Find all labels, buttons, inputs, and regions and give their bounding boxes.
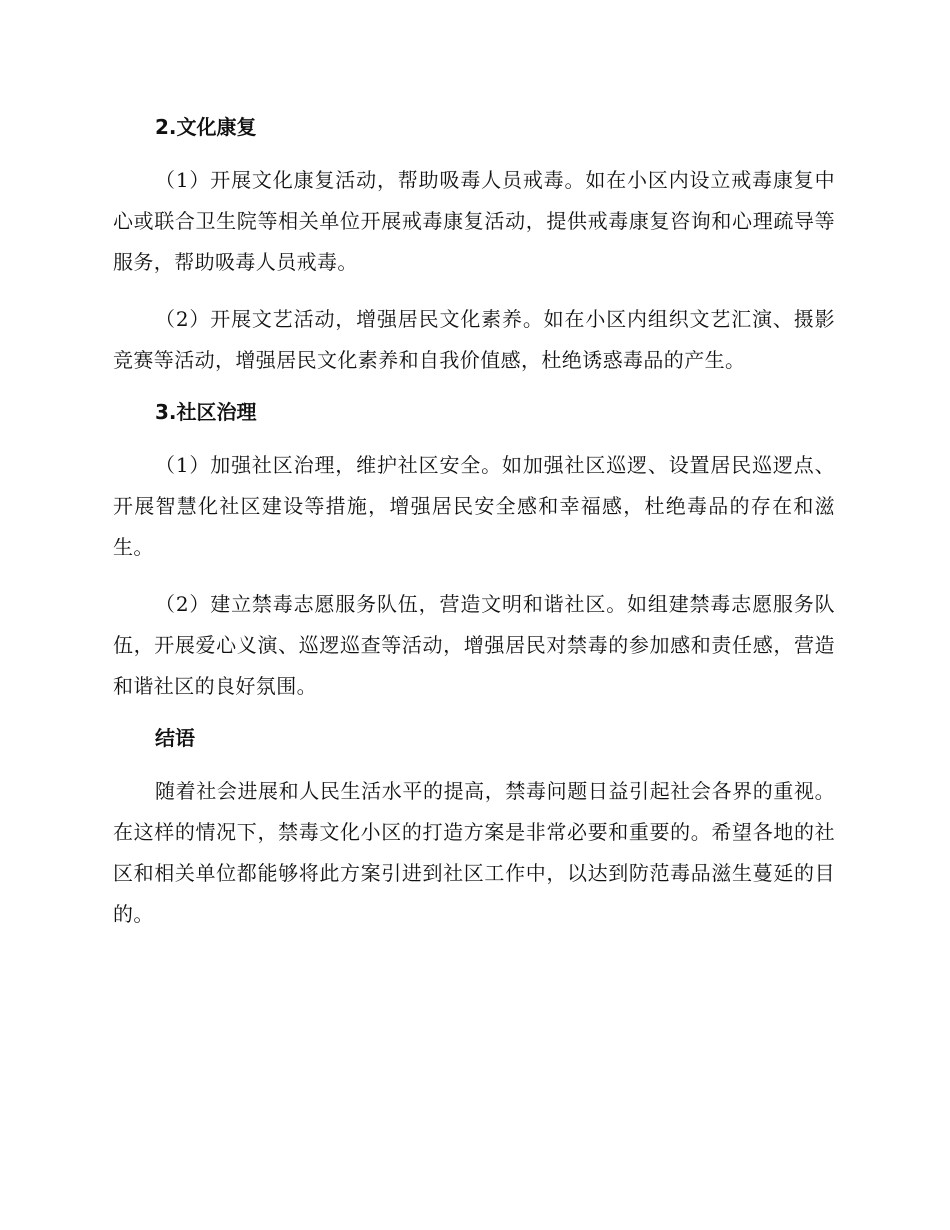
section-heading-community-governance: 3.社区治理 xyxy=(155,400,257,424)
paragraph: （2）开展文艺活动，增强居民文化素养。如在小区内组织文艺汇演、摄影竞赛等活动，增强居民文化素养和自我价值感，杜绝诱惑毒品的产生。 xyxy=(113,307,835,372)
section-heading-cultural-rehab: 2.文化康复 xyxy=(155,115,257,139)
section-heading-conclusion: 结语 xyxy=(155,726,195,750)
paragraph: （2）建立禁毒志愿服务队伍，营造文明和谐社区。如组建禁毒志愿服务队伍，开展爱心义演、巡逻巡查等活动，增强居民对禁毒的参加感和责任感，营造和谐社区的良好氛围。 xyxy=(113,592,835,698)
paragraph: 随着社会进展和人民生活水平的提高，禁毒问题日益引起社会各界的重视。在这样的情况下，禁毒文化小区的打造方案是非常必要和重要的。希望各地的社区和相关单位都能够将此方案引进到社区工作中，以达到防范毒品滋生蔓延的目的。 xyxy=(113,779,835,926)
paragraph: （1）加强社区治理，维护社区安全。如加强社区巡逻、设置居民巡逻点、开展智慧化社区建设等措施，增强居民安全感和幸福感，杜绝毒品的存在和滋生。 xyxy=(113,453,835,559)
paragraph: （1）开展文化康复活动，帮助吸毒人员戒毒。如在小区内设立戒毒康复中心或联合卫生院等相关单位开展戒毒康复活动，提供戒毒康复咨询和心理疏导等服务，帮助吸毒人员戒毒。 xyxy=(113,168,835,274)
document-body xyxy=(113,112,835,935)
